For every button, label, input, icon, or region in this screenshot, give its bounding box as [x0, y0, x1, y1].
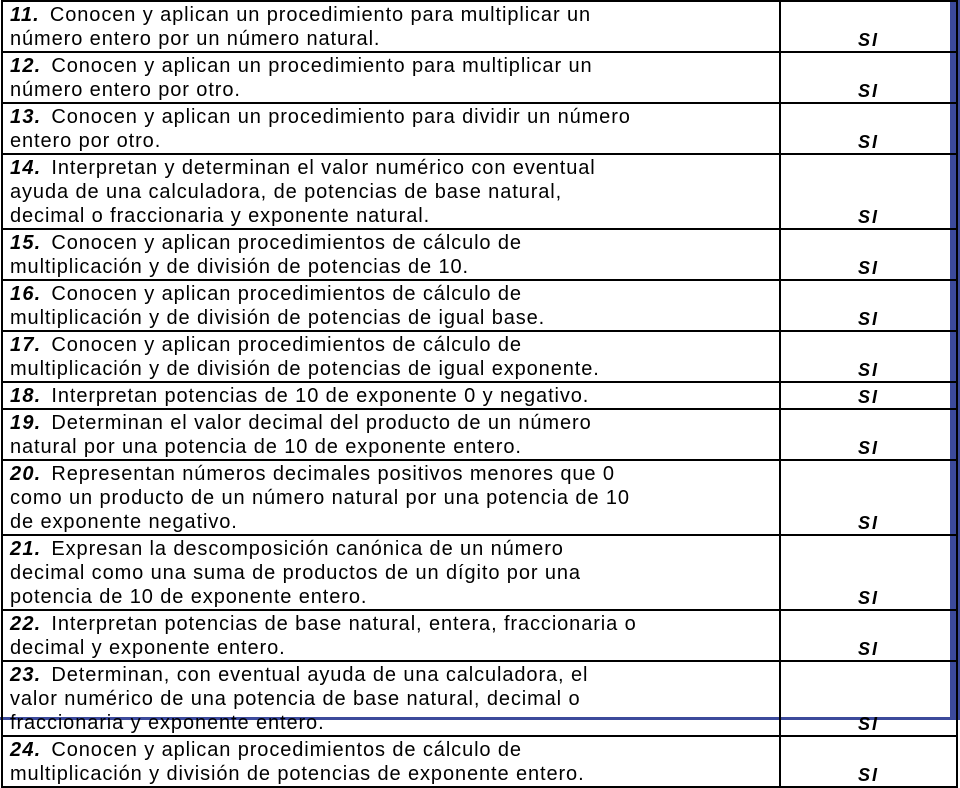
criterion-line — [10, 105, 779, 129]
criterion-text: Conocen y aplican procedimientos de cálculo de — [51, 739, 522, 761]
criterion-description — [2, 382, 780, 409]
criteria-table — [1, 0, 958, 788]
table-row — [2, 409, 957, 460]
criterion-status: SI — [780, 736, 957, 787]
criterion-line — [10, 156, 779, 180]
criterion-status: SI — [780, 154, 957, 229]
criterion-text: entero por otro. — [10, 130, 162, 152]
criterion-description — [2, 154, 780, 229]
criterion-number: 22. — [10, 613, 42, 635]
criterion-description — [2, 1, 780, 52]
criterion-text: Interpretan potencias de 10 de exponente 0 y negativo. — [51, 385, 590, 407]
criterion-line — [10, 711, 779, 735]
criterion-status: SI — [780, 661, 957, 736]
criterion-description — [2, 229, 780, 280]
criterion-line — [10, 180, 779, 204]
criterion-text: Conocen y aplican un procedimiento para dividir un número — [51, 106, 631, 128]
criterion-number: 19. — [10, 412, 42, 434]
criterion-number: 13. — [10, 106, 42, 128]
criterion-text: número entero por otro. — [10, 79, 241, 101]
criterion-line — [10, 510, 779, 534]
criterion-description — [2, 103, 780, 154]
criterion-status: SI — [780, 103, 957, 154]
criterion-text: natural por una potencia de 10 de exponente entero. — [10, 436, 522, 458]
criterion-line — [10, 3, 779, 27]
criterion-status: SI — [780, 229, 957, 280]
criterion-text: Conocen y aplican un procedimiento para multiplicar un — [49, 4, 592, 26]
criterion-text: multiplicación y de división de potencias de igual base. — [10, 307, 546, 329]
criterion-line — [10, 27, 779, 51]
criterion-line — [10, 663, 779, 687]
criteria-table-body — [2, 1, 957, 787]
criterion-line — [10, 306, 779, 330]
criterion-text: Determinan el valor decimal del producto de un número — [51, 412, 592, 434]
table-row — [2, 460, 957, 535]
criterion-description — [2, 661, 780, 736]
criterion-text: fraccionaria y exponente entero. — [10, 712, 325, 734]
criterion-text: de exponente negativo. — [10, 511, 238, 533]
criterion-text: decimal o fraccionaria y exponente natural. — [10, 205, 431, 227]
criterion-status: SI — [780, 52, 957, 103]
criterion-number: 21. — [10, 538, 42, 560]
criterion-description — [2, 52, 780, 103]
criterion-line — [10, 687, 779, 711]
criterion-status: SI — [780, 331, 957, 382]
criterion-text: multiplicación y división de potencias de exponente entero. — [10, 763, 585, 785]
criterion-text: potencia de 10 de exponente entero. — [10, 586, 368, 608]
criterion-status: SI — [780, 1, 957, 52]
criterion-status: SI — [780, 460, 957, 535]
criterion-description — [2, 736, 780, 787]
criterion-text: Interpretan potencias de base natural, entera, fraccionaria o — [51, 613, 637, 635]
criterion-line — [10, 612, 779, 636]
criterion-number: 16. — [10, 283, 42, 305]
criterion-line — [10, 585, 779, 609]
table-row — [2, 229, 957, 280]
criterion-number: 18. — [10, 385, 42, 407]
criterion-line — [10, 762, 779, 786]
criterion-number: 14. — [10, 157, 42, 179]
criterion-number: 17. — [10, 334, 42, 356]
table-row — [2, 103, 957, 154]
criterion-line — [10, 333, 779, 357]
table-row — [2, 610, 957, 661]
criterion-status: SI — [780, 280, 957, 331]
criterion-number: 12. — [10, 55, 42, 77]
table-row — [2, 1, 957, 52]
criterion-text: Representan números decimales positivos menores que 0 — [51, 463, 615, 485]
table-row — [2, 535, 957, 610]
criterion-text: decimal como una suma de productos de un dígito por una — [10, 562, 581, 584]
criterion-line — [10, 78, 779, 102]
criterion-description — [2, 409, 780, 460]
criterion-description — [2, 535, 780, 610]
criterion-status: SI — [780, 535, 957, 610]
criterion-line — [10, 204, 779, 228]
criterion-description — [2, 460, 780, 535]
criterion-line — [10, 636, 779, 660]
criterion-line — [10, 411, 779, 435]
criterion-text: multiplicación y de división de potencias de 10. — [10, 256, 470, 278]
criterion-status: SI — [780, 610, 957, 661]
criterion-line — [10, 738, 779, 762]
criterion-number: 11. — [10, 4, 40, 26]
criterion-line — [10, 384, 779, 408]
criterion-line — [10, 462, 779, 486]
criterion-line — [10, 54, 779, 78]
table-row — [2, 331, 957, 382]
criterion-text: multiplicación y de división de potencias de igual exponente. — [10, 358, 600, 380]
criterion-description — [2, 331, 780, 382]
criterion-text: Determinan, con eventual ayuda de una calculadora, el — [51, 664, 589, 686]
criterion-text: ayuda de una calculadora, de potencias de base natural, — [10, 181, 563, 203]
criterion-line — [10, 231, 779, 255]
table-row — [2, 154, 957, 229]
criterion-number: 24. — [10, 739, 42, 761]
criterion-line — [10, 435, 779, 459]
table-row — [2, 280, 957, 331]
criterion-line — [10, 357, 779, 381]
table-row — [2, 52, 957, 103]
criterion-description — [2, 280, 780, 331]
criterion-line — [10, 486, 779, 510]
criterion-text: Conocen y aplican procedimientos de cálculo de — [51, 334, 522, 356]
criterion-line — [10, 255, 779, 279]
criterion-number: 20. — [10, 463, 42, 485]
criterion-line — [10, 282, 779, 306]
criterion-text: Interpretan y determinan el valor numérico con eventual — [51, 157, 596, 179]
criterion-line — [10, 537, 779, 561]
table-row — [2, 382, 957, 409]
criterion-status: SI — [780, 382, 957, 409]
criterion-text: decimal y exponente entero. — [10, 637, 286, 659]
criterion-status: SI — [780, 409, 957, 460]
criterion-text: Conocen y aplican procedimientos de cálculo de — [51, 232, 522, 254]
criterion-description — [2, 610, 780, 661]
table-row — [2, 736, 957, 787]
criterion-text: valor numérico de una potencia de base natural, decimal o — [10, 688, 581, 710]
criterion-text: Conocen y aplican un procedimiento para multiplicar un — [51, 55, 593, 77]
criterion-line — [10, 129, 779, 153]
criterion-line — [10, 561, 779, 585]
table-row — [2, 661, 957, 736]
criterion-text: Conocen y aplican procedimientos de cálculo de — [51, 283, 522, 305]
criterion-number: 15. — [10, 232, 42, 254]
criterion-text: número entero por un número natural. — [10, 28, 381, 50]
criterion-text: Expresan la descomposición canónica de un número — [51, 538, 564, 560]
criterion-number: 23. — [10, 664, 42, 686]
criterion-text: como un producto de un número natural por una potencia de 10 — [10, 487, 630, 509]
